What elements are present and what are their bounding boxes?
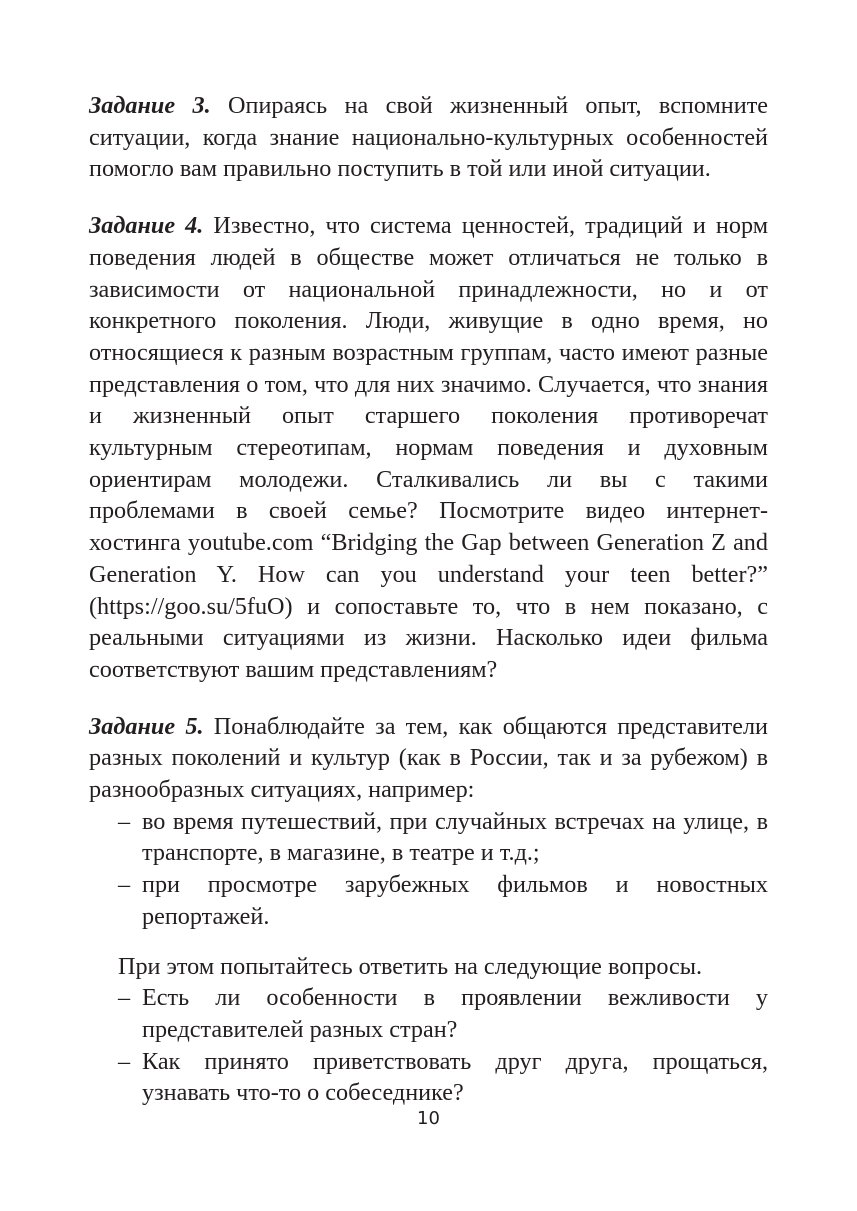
task-4-text: Известно, что система ценностей, традиций и норм поведения людей в обществе может отличаться не только в зависимости от национальной принадлежности, но и от конкретного поколения. Люди, живущие в одно время, но относящиеся к разным возрастным группам, часто имеют разные представления о том, что для них значимо. Случается, что знания и жизненный опыт старшего поколения противоречат культурным стереотипам, нормам поведения и духовным ориентирам молодежи. Сталкивались ли вы с такими проблемами в своей семье? Посмотрите видео интернет-хостинга youtube.com “Bridging the Gap between Generation Z and Generation Y. How can you understand your teen better?” (https://goo.su/5fuO) и сопоставьте то, что в нем показано, с реальными ситуациями из жизни. Насколько идеи фильма соответствуют вашим представлениям? xyxy=(89,212,769,683)
task-5-paragraph xyxy=(89,711,768,806)
list-item: – Как принято приветствовать друг друга, прощаться, узнавать что-то о собеседнике? xyxy=(118,1046,768,1109)
task-3-text: Опираясь на свой жизненный опыт, вспомните ситуации, когда знание национально-культурных особенностей помогло вам правильно поступить в той или иной ситуации. xyxy=(89,92,769,183)
task-3 xyxy=(89,90,768,185)
questions-intro: При этом попытайтесь ответить на следующие вопросы. xyxy=(118,952,703,980)
task-5 xyxy=(89,711,768,1109)
task-3-label: Задание 3. xyxy=(89,92,211,119)
list-item: – при просмотре зарубежных фильмов и новостных репортажей. xyxy=(118,869,768,932)
task-4-label: Задание 4. xyxy=(89,212,204,240)
page-number: 10 xyxy=(417,1108,440,1129)
page-content xyxy=(89,90,768,1109)
task-5-text: Понаблюдайте за тем, как общаются представители разных поколений и культур (как в России, так и за рубежом) в разнообразных ситуациях, например: xyxy=(89,712,768,804)
questions-list xyxy=(89,982,768,1109)
task-5-label: Задание 5. xyxy=(89,712,204,740)
task-4 xyxy=(89,210,768,686)
list-item: – во время путешествий, при случайных встречах на улице, в транспорте, в магазине, в театре и т.д.; xyxy=(118,806,768,869)
situations-list xyxy=(89,806,768,933)
list-item: – Есть ли особенности в проявлении вежливости у представителей разных стран? xyxy=(118,982,768,1045)
